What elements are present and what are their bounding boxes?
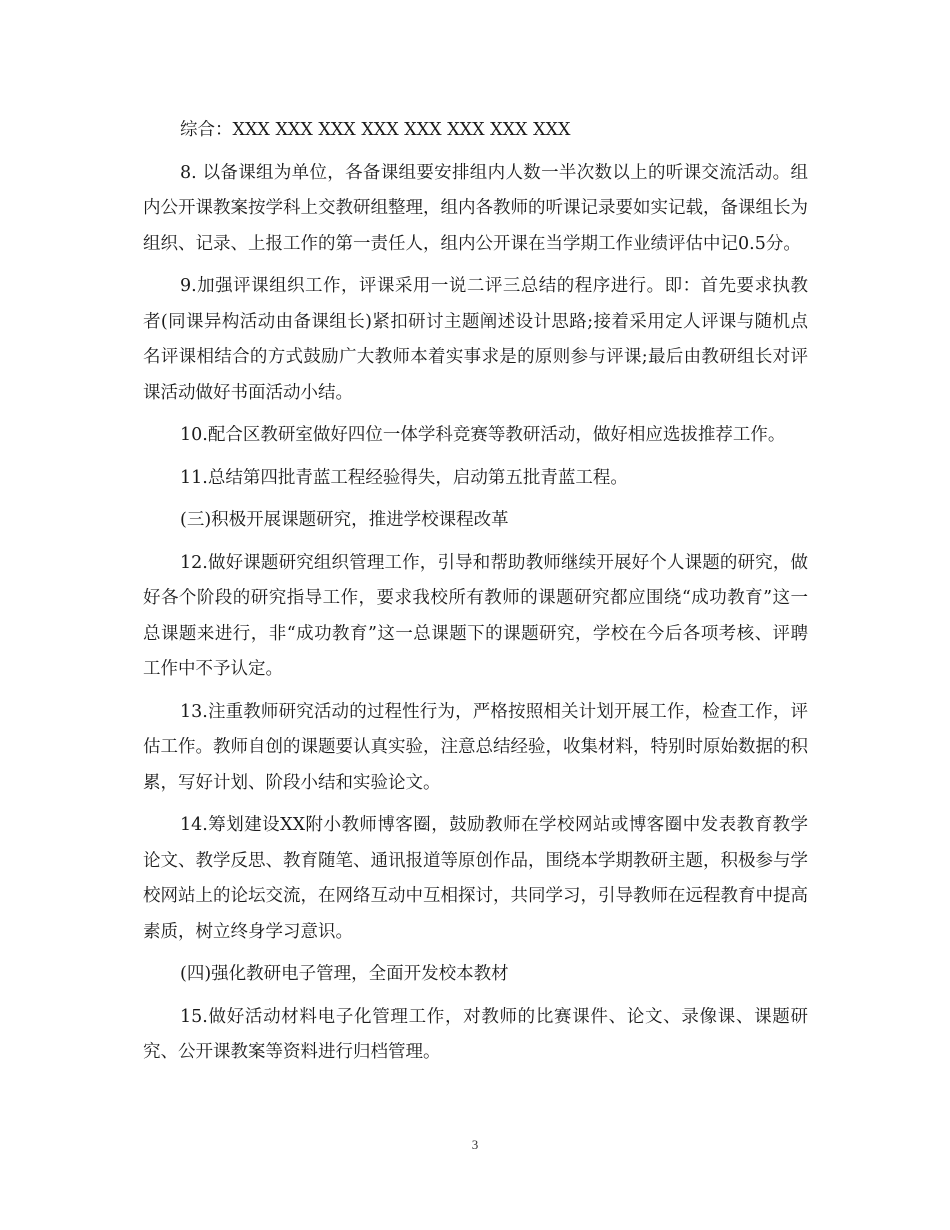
paragraph-item-10: 10.配合区教研室做好四位一体学科竞赛等教研活动，做好相应选拔推荐工作。 xyxy=(180,425,786,445)
section-heading-4: (四)强化教研电子管理，全面开发校本教材 xyxy=(180,964,509,984)
paragraph-item-14: 14.筹划建设XX附小教师博客圈，鼓励教师在学校网站或博客圈中发表教育教学论文、教学反思、教育随笔、通讯报道等原创作品，围绕本学期教研主题，积极参与学校网站上的论坛交流，在网络互动中互相探讨，共同学习，引导教师在远程教育中提高素质，树立终身学习意识。 xyxy=(143,815,808,942)
paragraph-item-13: 13.注重教师研究活动的过程性行为，严格按照相关计划开展工作，检查工作，评估工作。教师自创的课题要认真实验，注意总结经验，收集材料，特别时原始数据的积累，写好计划、阶段小结和实验论文。 xyxy=(143,701,808,793)
paragraph-item-12: 12.做好课题研究组织管理工作，引导和帮助教师继续开展好个人课题的研究，做好各个阶段的研究指导工作，要求我校所有教师的课题研究都应围绕“成功教育”这一总课题来进行，非“成功教育”这一总课题下的课题研究，学校在今后各项考核、评聘工作中不予认定。 xyxy=(143,552,808,679)
paragraph-summary: 综合：XXX XXX XXX XXX XXX XXX XXX XXX xyxy=(180,120,571,140)
page-number: 3 xyxy=(471,1137,479,1152)
paragraph-item-15: 15.做好活动材料电子化管理工作，对教师的比赛课件、论文、录像课、课题研究、公开课教案等资料进行归档管理。 xyxy=(143,1006,808,1062)
paragraph-item-8: 8. 以备课组为单位，各备课组要安排组内人数一半次数以上的听课交流活动。组内公开课教案按学科上交教研组整理，组内各教师的听课记录要如实记载，备课组长为组织、记录、上报工作的第一责任人，组内公开课在当学期工作业绩评估中记0.5分。 xyxy=(143,162,808,254)
paragraph-item-9: 9.加强评课组织工作，评课采用一说二评三总结的程序进行。即：首先要求执教者(同课异构活动由备课组长)紧扣研讨主题阐述设计思路;接着采用定人评课与随机点名评课相结合的方式鼓励广大教师本着实事求是的原则参与评课;最后由教研组长对评课活动做好书面活动小结。 xyxy=(143,276,808,403)
paragraph-item-11: 11.总结第四批青蓝工程经验得失，启动第五批青蓝工程。 xyxy=(180,467,628,488)
section-heading-3: (三)积极开展课题研究，推进学校课程改革 xyxy=(180,510,509,530)
document-body xyxy=(143,113,808,1078)
